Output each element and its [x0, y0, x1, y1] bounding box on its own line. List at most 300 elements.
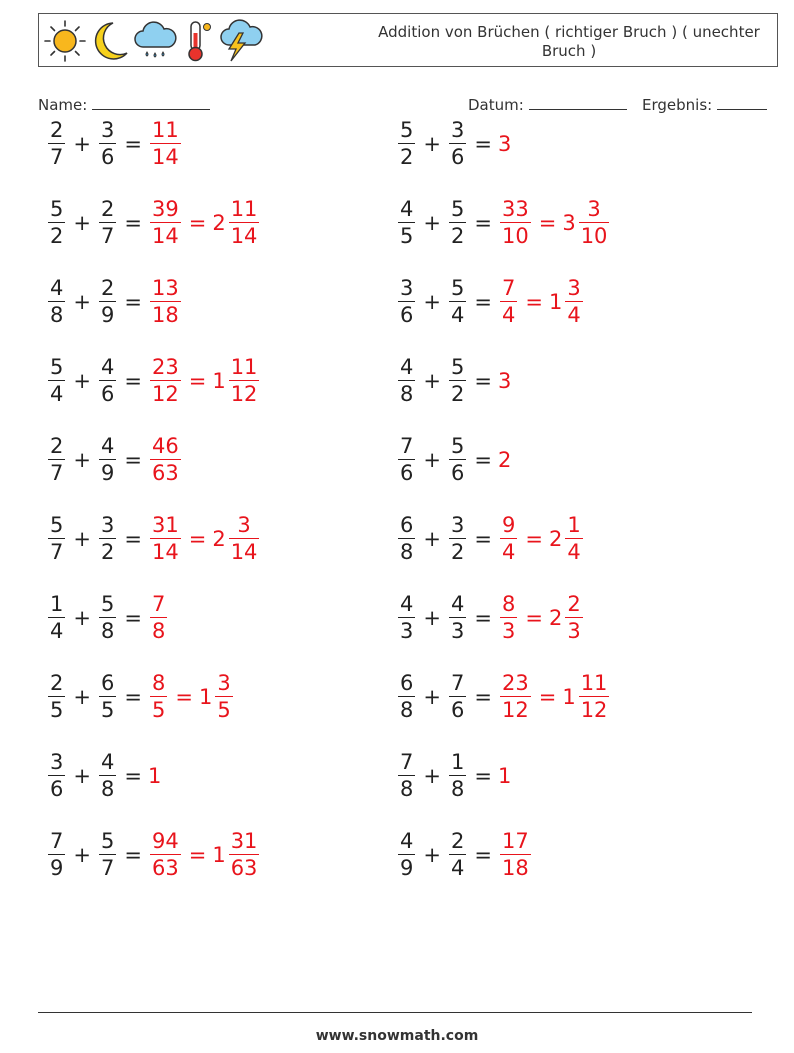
result-field [642, 95, 767, 114]
problem-row [46, 746, 161, 806]
addend-fraction [449, 433, 466, 486]
numerator: 5 [50, 512, 64, 537]
answer-equals-sign: = [175, 685, 193, 709]
denominator: 12 [501, 698, 529, 723]
numerator: 23 [501, 670, 529, 695]
denominator: 3 [400, 619, 414, 644]
denominator: 2 [100, 540, 115, 565]
numerator: 11 [580, 670, 608, 695]
numerator: 3 [100, 117, 115, 142]
mixed-whole: 2 [212, 527, 226, 551]
answer [148, 117, 183, 170]
answer-equals-sign: = [188, 843, 207, 867]
problem-row [396, 588, 585, 648]
addend-fraction [99, 433, 116, 486]
addend-fraction [48, 275, 65, 328]
addend-fraction [48, 828, 65, 881]
mixed-fraction [579, 670, 610, 723]
numerator: 31 [151, 512, 179, 537]
equals-sign: = [474, 685, 492, 709]
numerator: 8 [151, 670, 166, 695]
addend-fraction [48, 512, 65, 565]
denominator: 10 [580, 224, 608, 249]
addend-fraction [398, 117, 415, 170]
answer-equals-sign: = [188, 527, 207, 551]
numerator: 4 [400, 591, 414, 616]
answer-fraction [500, 591, 517, 644]
answer-whole: 1 [497, 764, 512, 788]
denominator: 7 [50, 461, 64, 486]
problem-row [46, 825, 261, 885]
addend-fraction [99, 670, 116, 723]
problem-row [396, 193, 611, 253]
answer [498, 196, 611, 249]
answer-fraction [500, 512, 517, 565]
plus-sign: + [73, 685, 91, 709]
addend-fraction [398, 828, 415, 881]
numerator: 11 [230, 196, 258, 221]
equals-sign: = [124, 448, 142, 472]
answer-whole: 3 [497, 132, 512, 156]
addend-fraction [398, 433, 415, 486]
denominator: 6 [400, 303, 414, 328]
addend-fraction [48, 670, 65, 723]
addend-fraction [99, 828, 116, 881]
denominator: 8 [400, 382, 414, 407]
thermometer-icon [181, 19, 215, 63]
addend-fraction [449, 512, 466, 565]
denominator: 6 [450, 461, 465, 486]
numerator: 31 [230, 828, 258, 853]
addend-fraction [99, 591, 116, 644]
answer [498, 591, 585, 644]
equals-sign: = [474, 369, 492, 393]
answer-fraction [150, 828, 181, 881]
numerator: 23 [151, 354, 179, 379]
numerator: 3 [217, 670, 231, 695]
denominator: 10 [501, 224, 529, 249]
numerator: 3 [587, 196, 601, 221]
rain-cloud-icon [131, 19, 179, 63]
problem-row [46, 272, 183, 332]
addend-fraction [449, 828, 466, 881]
sun-icon [43, 19, 87, 63]
denominator: 9 [400, 856, 414, 881]
denominator: 4 [450, 303, 465, 328]
numerator: 2 [50, 670, 64, 695]
plus-sign: + [73, 606, 91, 630]
plus-sign: + [423, 606, 441, 630]
denominator: 5 [100, 698, 115, 723]
plus-sign: + [423, 527, 441, 551]
numerator: 2 [50, 117, 64, 142]
date-field [468, 95, 627, 114]
denominator: 14 [230, 224, 258, 249]
plus-sign: + [73, 132, 91, 156]
addend-fraction [48, 117, 65, 170]
equals-sign: = [124, 606, 142, 630]
denominator: 2 [450, 540, 465, 565]
denominator: 12 [580, 698, 608, 723]
numerator: 3 [237, 512, 251, 537]
addend-fraction [449, 749, 466, 802]
numerator: 8 [501, 591, 516, 616]
answer [148, 591, 169, 644]
denominator: 4 [450, 856, 465, 881]
answer [148, 512, 261, 565]
numerator: 7 [400, 433, 414, 458]
problem-row [46, 667, 235, 727]
mixed-whole: 1 [562, 685, 576, 709]
mixed-fraction [565, 275, 582, 328]
mixed-whole: 1 [198, 685, 213, 709]
denominator: 4 [501, 303, 516, 328]
addend-fraction [398, 670, 415, 723]
addend-fraction [398, 354, 415, 407]
equals-sign: = [474, 764, 492, 788]
numerator: 1 [450, 749, 465, 774]
numerator: 3 [100, 512, 115, 537]
denominator: 4 [501, 540, 516, 565]
answer [148, 354, 261, 407]
problem-row [396, 351, 511, 411]
numerator: 3 [450, 117, 465, 142]
numerator: 6 [400, 512, 414, 537]
weather-icons [43, 18, 265, 64]
answer-fraction [150, 196, 181, 249]
numerator: 7 [151, 591, 166, 616]
denominator: 7 [100, 224, 115, 249]
denominator: 6 [100, 145, 115, 170]
numerator: 2 [100, 275, 115, 300]
equals-sign: = [124, 843, 142, 867]
worksheet-title: Addition von Brüchen ( richtiger Bruch ) ( unechter Bruch ) [378, 23, 760, 60]
denominator: 12 [230, 382, 258, 407]
name-label: Name: [38, 96, 88, 114]
addend-fraction [48, 433, 65, 486]
numerator: 4 [400, 354, 414, 379]
denominator: 6 [400, 461, 414, 486]
plus-sign: + [73, 369, 91, 393]
plus-sign: + [423, 843, 441, 867]
equals-sign: = [474, 211, 492, 235]
numerator: 4 [450, 591, 465, 616]
problem-row [46, 509, 261, 569]
answer [148, 196, 261, 249]
addend-fraction [48, 354, 65, 407]
denominator: 5 [400, 224, 414, 249]
denominator: 5 [50, 698, 64, 723]
denominator: 8 [450, 777, 465, 802]
denominator: 7 [50, 145, 64, 170]
answer [498, 275, 585, 328]
numerator: 46 [151, 433, 179, 458]
addend-fraction [398, 591, 415, 644]
equals-sign: = [124, 764, 142, 788]
answer-fraction [150, 117, 181, 170]
numerator: 3 [50, 749, 64, 774]
numerator: 5 [450, 275, 465, 300]
numerator: 4 [400, 196, 414, 221]
mixed-fraction [565, 591, 582, 644]
mixed-whole: 1 [548, 290, 563, 314]
equals-sign: = [124, 132, 142, 156]
denominator: 2 [450, 382, 465, 407]
denominator: 8 [100, 777, 115, 802]
denominator: 8 [100, 619, 115, 644]
mixed-whole: 1 [212, 843, 226, 867]
problem-row [46, 114, 183, 174]
answer [498, 448, 511, 472]
denominator: 2 [50, 224, 64, 249]
numerator: 4 [100, 433, 115, 458]
equals-sign: = [124, 290, 142, 314]
problem-row [396, 746, 511, 806]
numerator: 4 [400, 828, 414, 853]
numerator: 6 [400, 670, 414, 695]
answer [148, 275, 183, 328]
denominator: 18 [501, 856, 529, 881]
denominator: 8 [400, 698, 414, 723]
result-blank[interactable] [717, 95, 767, 110]
numerator: 3 [400, 275, 414, 300]
numerator: 4 [50, 275, 64, 300]
numerator: 3 [450, 512, 465, 537]
denominator: 7 [100, 856, 115, 881]
answer-fraction [150, 591, 167, 644]
answer-equals-sign: = [188, 369, 207, 393]
addend-fraction [449, 670, 466, 723]
answer [498, 512, 585, 565]
denominator: 63 [151, 461, 179, 486]
denominator: 8 [50, 303, 64, 328]
answer [498, 828, 533, 881]
plus-sign: + [423, 448, 441, 472]
numerator: 11 [230, 354, 258, 379]
addend-fraction [449, 117, 466, 170]
name-field [38, 95, 210, 114]
plus-sign: + [423, 290, 441, 314]
answer-fraction [150, 670, 167, 723]
addend-fraction [449, 354, 466, 407]
denominator: 3 [567, 619, 581, 644]
answer [498, 670, 611, 723]
mixed-whole: 2 [548, 606, 563, 630]
equals-sign: = [474, 290, 492, 314]
answer-equals-sign: = [188, 211, 207, 235]
addend-fraction [99, 117, 116, 170]
answer-equals-sign: = [525, 527, 543, 551]
numerator: 13 [151, 275, 179, 300]
denominator: 5 [217, 698, 231, 723]
denominator: 18 [151, 303, 179, 328]
plus-sign: + [423, 132, 441, 156]
denominator: 14 [151, 145, 179, 170]
plus-sign: + [423, 369, 441, 393]
numerator: 94 [151, 828, 179, 853]
numerator: 5 [50, 354, 64, 379]
denominator: 4 [567, 303, 581, 328]
mixed-fraction [229, 512, 260, 565]
addend-fraction [48, 591, 65, 644]
equals-sign: = [124, 685, 142, 709]
mixed-whole: 2 [548, 527, 563, 551]
numerator: 17 [501, 828, 529, 853]
addend-fraction [99, 749, 116, 802]
answer-fraction [500, 828, 531, 881]
addend-fraction [398, 749, 415, 802]
denominator: 9 [100, 303, 115, 328]
storm-cloud-icon [217, 19, 265, 63]
answer [148, 828, 261, 881]
numerator: 5 [450, 354, 465, 379]
denominator: 14 [230, 540, 258, 565]
addend-fraction [398, 512, 415, 565]
answer-equals-sign: = [525, 290, 543, 314]
numerator: 1 [567, 512, 581, 537]
problem-row [396, 272, 585, 332]
denominator: 2 [450, 224, 465, 249]
answer-whole: 3 [497, 369, 512, 393]
mixed-fraction [229, 196, 260, 249]
numerator: 39 [151, 196, 179, 221]
numerator: 4 [100, 354, 115, 379]
numerator: 7 [400, 749, 414, 774]
denominator: 6 [50, 777, 64, 802]
mixed-fraction [579, 196, 610, 249]
addend-fraction [48, 196, 65, 249]
denominator: 7 [50, 540, 64, 565]
answer-fraction [500, 670, 531, 723]
answer [148, 764, 161, 788]
worksheet-header [38, 13, 778, 67]
addend-fraction [398, 196, 415, 249]
equals-sign: = [474, 527, 492, 551]
answer-fraction [500, 196, 531, 249]
equals-sign: = [124, 211, 142, 235]
numerator: 5 [100, 591, 115, 616]
addend-fraction [48, 749, 65, 802]
numerator: 33 [501, 196, 529, 221]
equals-sign: = [474, 132, 492, 156]
numerator: 7 [50, 828, 64, 853]
mixed-fraction [215, 670, 232, 723]
numerator: 5 [450, 196, 465, 221]
denominator: 4 [50, 619, 64, 644]
denominator: 3 [501, 619, 516, 644]
numerator: 5 [450, 433, 465, 458]
answer-fraction [150, 512, 181, 565]
answer-fraction [150, 275, 181, 328]
problem-row [46, 193, 261, 253]
plus-sign: + [423, 685, 441, 709]
plus-sign: + [73, 290, 91, 314]
addend-fraction [99, 275, 116, 328]
problem-row [396, 430, 511, 490]
answer-whole: 1 [147, 764, 162, 788]
denominator: 4 [567, 540, 581, 565]
denominator: 9 [50, 856, 64, 881]
problem-row [396, 825, 533, 885]
mixed-whole: 1 [212, 369, 226, 393]
denominator: 8 [151, 619, 166, 644]
problem-row [396, 114, 511, 174]
addend-fraction [449, 275, 466, 328]
plus-sign: + [423, 764, 441, 788]
mixed-whole: 3 [562, 211, 576, 235]
denominator: 8 [400, 540, 414, 565]
numerator: 5 [400, 117, 414, 142]
numerator: 1 [50, 591, 64, 616]
equals-sign: = [474, 606, 492, 630]
numerator: 11 [151, 117, 179, 142]
equals-sign: = [474, 843, 492, 867]
addend-fraction [99, 196, 116, 249]
denominator: 63 [230, 856, 258, 881]
denominator: 14 [151, 540, 179, 565]
answer-equals-sign: = [538, 685, 557, 709]
equals-sign: = [474, 448, 492, 472]
plus-sign: + [73, 843, 91, 867]
answer [498, 764, 511, 788]
numerator: 7 [501, 275, 516, 300]
denominator: 3 [450, 619, 465, 644]
addend-fraction [398, 275, 415, 328]
problem-row [396, 509, 585, 569]
denominator: 63 [151, 856, 179, 881]
answer-fraction [150, 433, 181, 486]
mixed-fraction [229, 828, 260, 881]
equals-sign: = [124, 369, 142, 393]
addend-fraction [449, 196, 466, 249]
denominator: 6 [100, 382, 115, 407]
problem-row [46, 430, 183, 490]
mixed-fraction [229, 354, 260, 407]
denominator: 6 [450, 145, 465, 170]
plus-sign: + [73, 211, 91, 235]
name-blank[interactable] [92, 95, 210, 110]
problem-row [396, 667, 611, 727]
denominator: 4 [50, 382, 64, 407]
equals-sign: = [124, 527, 142, 551]
numerator: 2 [100, 196, 115, 221]
moon-icon [89, 19, 129, 63]
plus-sign: + [73, 527, 91, 551]
denominator: 5 [151, 698, 166, 723]
answer-fraction [150, 354, 181, 407]
denominator: 2 [400, 145, 414, 170]
denominator: 9 [100, 461, 115, 486]
date-blank[interactable] [529, 95, 627, 110]
date-label: Datum: [468, 96, 524, 114]
numerator: 7 [450, 670, 465, 695]
numerator: 2 [567, 591, 581, 616]
denominator: 12 [151, 382, 179, 407]
numerator: 6 [100, 670, 115, 695]
denominator: 8 [400, 777, 414, 802]
problem-row [46, 588, 169, 648]
answer [498, 132, 511, 156]
plus-sign: + [73, 764, 91, 788]
numerator: 5 [50, 196, 64, 221]
denominator: 14 [151, 224, 179, 249]
numerator: 2 [450, 828, 465, 853]
denominator: 6 [450, 698, 465, 723]
numerator: 3 [567, 275, 581, 300]
numerator: 4 [100, 749, 115, 774]
answer-fraction [500, 275, 517, 328]
footer-url: www.snowmath.com [315, 1028, 479, 1044]
